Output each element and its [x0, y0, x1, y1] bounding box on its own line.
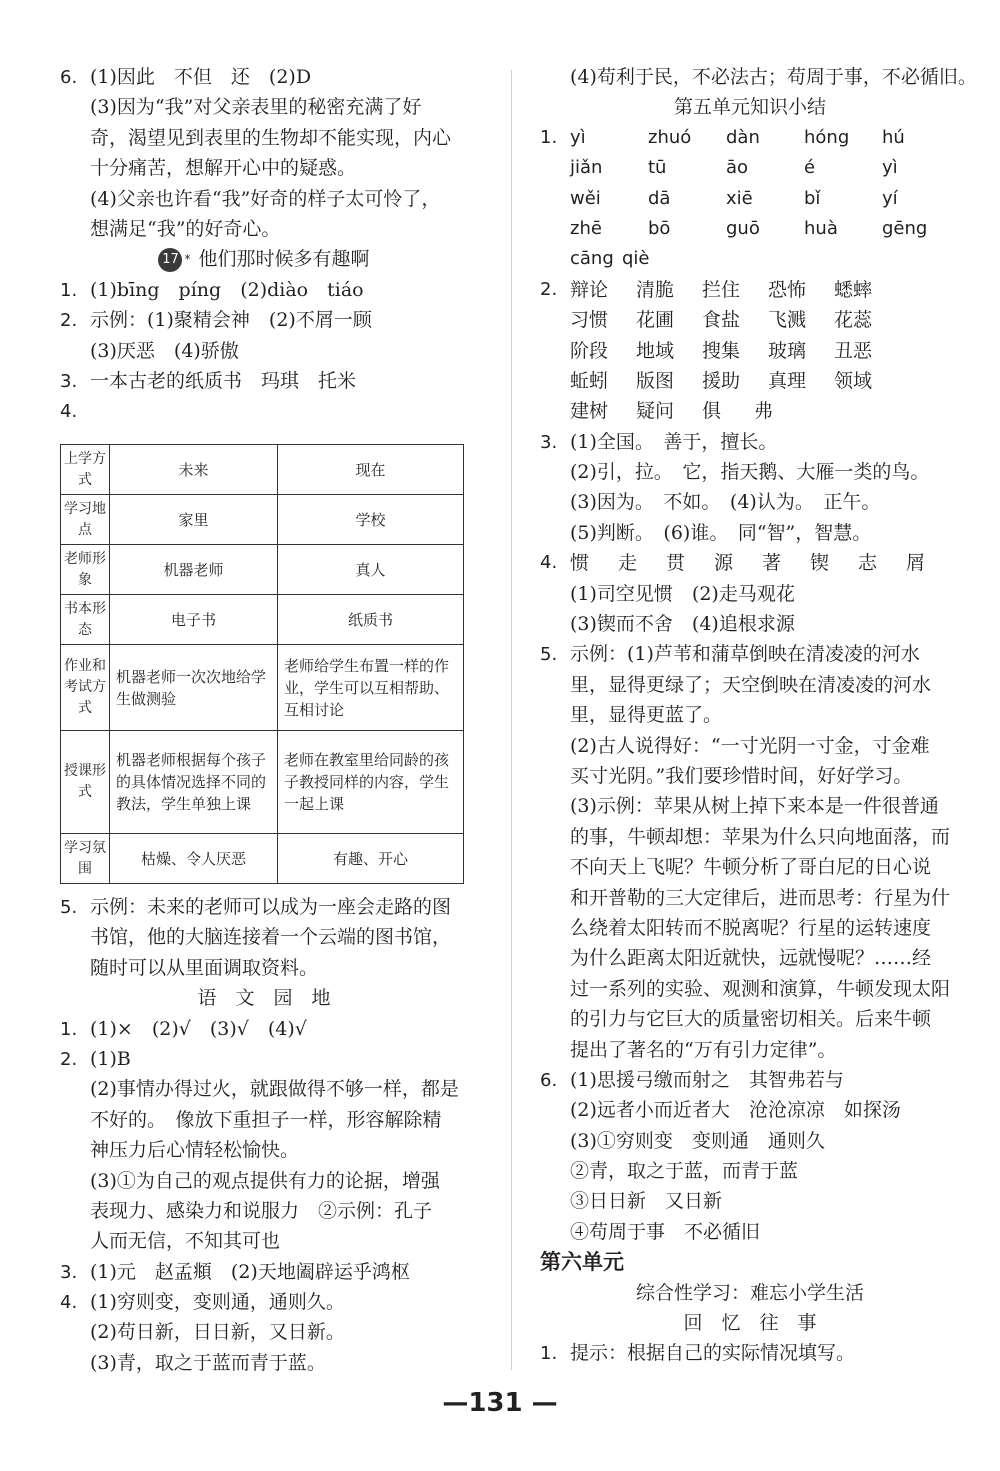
answer-5-line-1: 5. 示例：未来的老师可以成为一座会走路的图 — [60, 896, 452, 918]
word-item: 食盐 — [702, 309, 741, 332]
word-item: 习惯 — [570, 309, 609, 332]
pinyin-item: zhuó — [648, 126, 692, 148]
pinyin-item: zhē — [570, 217, 602, 239]
answer-6-line-5: (4)父亲也许看“我”好奇的样子太可怜了， — [90, 187, 441, 210]
unit-5-summary-heading: 第五单元知识小结 — [673, 96, 826, 119]
answer-2-line-2: (3)厌恶 (4)骄傲 — [90, 339, 239, 362]
answer-5-line-13: 的引力与它巨大的质量密切相关。后来牛顿 — [570, 1008, 932, 1031]
table-row-header: 作业和考试方式 — [61, 645, 110, 731]
table-cell-present: 有趣、开心 — [278, 834, 464, 884]
pinyin-item: hóng — [804, 126, 850, 148]
lesson-title: 他们那时候多有趣啊 — [198, 248, 370, 271]
answer-2-line-1: 2. 示例：(1)聚精会神 (2)不屑一顾 — [60, 309, 372, 332]
pinyin-item: xiē — [726, 187, 753, 209]
word-item: 拦住 — [702, 278, 741, 301]
table-cell-present: 纸质书 — [278, 595, 464, 645]
answer-5-line-2: 里，显得更绿了；天空倒映在清凌凌的河水 — [570, 673, 932, 696]
pinyin-item: hú — [882, 126, 905, 148]
word-item: 地域 — [636, 339, 675, 362]
answer-6-line-3: (3)①穷则变 变则通 通则久 — [570, 1129, 825, 1152]
word-item: 飞溅 — [768, 309, 807, 332]
answer-4: 4. — [60, 401, 78, 423]
table-row-header: 书本形态 — [61, 595, 110, 645]
table-cell-present: 老师给学生布置一样的作业，学生可以互相帮助、互相讨论 — [278, 645, 464, 731]
answer-6-line-2: (2)远者小而近者大 沧沧凉凉 如探汤 — [570, 1099, 901, 1122]
pinyin-item: yí — [882, 187, 898, 209]
unit-6-title: 第六单元 — [540, 1250, 624, 1275]
char-item: 屑 — [906, 552, 926, 575]
answer-3-line-2: (2)引，拉。 它，指天鹅、大雁一类的鸟。 — [570, 461, 930, 484]
pinyin-item: āo — [726, 157, 749, 179]
pinyin-item: tū — [648, 157, 667, 179]
answer-5-line-8: 不向天上飞呢？牛顿分析了哥白尼的日心说 — [570, 856, 932, 879]
answer-6-line-3: 奇，渴望见到表里的生物却不能实现，内心 — [90, 126, 452, 149]
pinyin-item: dā — [648, 187, 671, 209]
word-item: 花蕊 — [834, 309, 873, 332]
garden-answer-2-line-1: 2. (1)B — [60, 1047, 131, 1070]
garden-answer-2-line-7: 人而无信，不知其可也 — [90, 1230, 281, 1253]
word-item: 搜集 — [702, 339, 741, 362]
table-row-header: 学习地点 — [61, 495, 110, 545]
column-divider — [511, 70, 512, 1370]
char-item: 源 — [714, 552, 734, 575]
table-cell-future: 枯燥、令人厌恶 — [110, 834, 278, 884]
word-item: 建树 — [570, 400, 609, 423]
answer-5-line-5: 买寸光阴。”我们要珍惜时间，好好学习。 — [570, 764, 913, 787]
word-row: 2. 辩论 清脆 拦住 恐怖 蟋蟀 — [540, 275, 960, 305]
answer-3: 3. 一本古老的纸质书 玛琪 托米 — [60, 369, 357, 392]
word-item: 版图 — [636, 369, 675, 392]
answer-6-line-2: (3)因为“我”对父亲表里的秘密充满了好 — [90, 96, 422, 119]
table-row — [61, 495, 464, 545]
table-row — [61, 445, 464, 495]
answer-6-line-6: ④苟周于事 不必循旧 — [570, 1220, 761, 1243]
char-item: 志 — [858, 552, 878, 575]
lesson-17-heading — [60, 244, 468, 274]
answer-5-line-2: 书馆，他的大脑连接着一个云端的图书馆， — [90, 926, 452, 949]
garden-answer-1: 1. (1)× (2)√ (3)√ (4)√ — [60, 1017, 307, 1040]
word-item: 花圃 — [636, 309, 675, 332]
answer-6-line-6: 想满足“我”的好奇心。 — [90, 217, 281, 240]
comparison-table — [60, 444, 464, 884]
table-row-header: 学习氛围 — [61, 834, 110, 884]
answer-5-line-9: 和开普勒的三大定律后，进而思考：行星为什 — [570, 886, 951, 909]
word-item: 蟋蟀 — [834, 278, 873, 301]
answer-5-line-7: 的事，牛顿却想：苹果为什么只向地面落，而 — [570, 825, 951, 848]
answer-4-line-3: (3)锲而不舍 (4)追根求源 — [570, 613, 795, 636]
left-column — [60, 62, 468, 427]
answer-top-continuation: (4)苟利于民，不必法古；苟周于事，不必循旧。 — [570, 66, 977, 88]
word-item: 阶段 — [570, 339, 609, 362]
table-cell-future: 机器老师 — [110, 545, 278, 595]
word-item: 玻璃 — [768, 339, 807, 362]
answer-4-chars: 4. 惯 走 贯 源 著 锲 志 屑 — [540, 548, 960, 578]
pinyin-item: yì — [570, 126, 586, 148]
right-column — [540, 62, 977, 1369]
word-item: 援助 — [702, 369, 741, 392]
table-cell-future: 家里 — [110, 495, 278, 545]
answer-6-line-4: ②青，取之于蓝，而青于蓝 — [570, 1160, 799, 1183]
answer-5-line-4: (2)古人说得好：“一寸光阴一寸金，寸金难 — [570, 734, 930, 757]
word-item: 恐怖 — [768, 278, 807, 301]
pinyin-item: yì — [882, 157, 898, 179]
memory-answer-1: 1. 提示：根据自己的实际情况填写。 — [540, 1342, 856, 1365]
answer-3-line-1: 3. (1)全国。 善于，擅长。 — [540, 430, 778, 453]
pinyin-row — [540, 153, 960, 183]
pinyin-item: jiǎn — [570, 157, 603, 179]
answer-4-line-2: (1)司空见惯 (2)走马观花 — [570, 582, 795, 605]
word-item: 领域 — [834, 369, 873, 392]
table-row-header: 老师形象 — [61, 545, 110, 595]
word-item: 弗 — [754, 400, 774, 423]
comprehensive-learning-heading: 综合性学习：难忘小学生活 — [635, 1281, 864, 1304]
table-cell-present: 真人 — [278, 545, 464, 595]
answer-3-line-3: (3)因为。 不如。 (4)认为。 正午。 — [570, 491, 881, 514]
table-cell-future: 机器老师根据每个孩子的具体情况选择不同的教法，学生单独上课 — [110, 731, 278, 834]
table-cell-present: 学校 — [278, 495, 464, 545]
garden-answer-2-line-4: 神压力后心情轻松愉快。 — [90, 1139, 300, 1162]
pinyin-item: huà — [804, 217, 838, 239]
garden-answer-3: 3. (1)元 赵孟頫 (2)天地阖辟运乎鸿枢 — [60, 1260, 410, 1283]
pinyin-item: é — [804, 157, 816, 179]
answer-6-line-1: 6. (1)思援弓缴而射之 其智弗若与 — [540, 1068, 844, 1091]
char-item: 惯 — [570, 552, 590, 575]
answer-5-line-14: 提出了著名的“万有引力定律”。 — [570, 1038, 837, 1061]
pinyin-item: gēng — [882, 217, 928, 239]
word-row — [540, 305, 960, 335]
pinyin-item: qiè — [622, 248, 650, 270]
word-row — [540, 336, 960, 366]
pinyin-item: wěi — [570, 187, 601, 209]
answer-5-line-3: 里，显得更蓝了。 — [570, 704, 723, 727]
answer-6-line-1: 6. (1)因此 不但 还 (2)D — [60, 66, 312, 88]
word-item: 辩论 — [570, 278, 609, 301]
answer-5-line-1: 5. 示例：(1)芦苇和蒲草倒映在清凌凌的河水 — [540, 643, 920, 666]
word-item: 蚯蚓 — [570, 369, 609, 392]
chinese-garden-heading: 语 文 园 地 — [197, 987, 331, 1010]
table-row — [61, 645, 464, 731]
table-cell-present: 老师在教室里给同龄的孩子教授同样的内容，学生一起上课 — [278, 731, 464, 834]
answer-5-line-12: 过一系列的实验、观测和演算，牛顿发现太阳 — [570, 977, 951, 1000]
garden-answer-2-line-5: (3)①为自己的观点提供有力的论据，增强 — [90, 1169, 440, 1192]
table-row — [61, 545, 464, 595]
word-item: 疑问 — [636, 400, 675, 423]
garden-answer-2-line-2: (2)事情办得过火，就跟做得不够一样，都是 — [90, 1078, 459, 1101]
answer-6-line-4: 十分痛苦，想解开心中的疑惑。 — [90, 157, 357, 180]
pinyin-item: cāng — [570, 248, 614, 270]
word-item: 丑恶 — [834, 339, 873, 362]
answer-5-line-11: 为什么距离太阳近就快，远就慢呢？……经 — [570, 947, 932, 970]
char-item: 贯 — [666, 552, 686, 575]
word-item: 真理 — [768, 369, 807, 392]
garden-answer-2-line-6: 表现力、感染力和说服力 ②示例：孔子 — [90, 1199, 433, 1222]
answer-1: 1. (1)bīng píng (2)diào tiáo — [60, 278, 364, 301]
table-row — [61, 595, 464, 645]
left-column-lower — [60, 892, 468, 1378]
table-cell-present: 现在 — [278, 445, 464, 495]
table-row — [61, 731, 464, 834]
table-row-header: 上学方式 — [61, 445, 110, 495]
pinyin-item: guō — [726, 217, 760, 239]
garden-answer-2-line-3: 不好的。 像放下重担子一样，形容解除精 — [90, 1108, 442, 1131]
memory-heading: 回 忆 往 事 — [683, 1312, 817, 1335]
table-row-header: 授课形式 — [61, 731, 110, 834]
pinyin-row: 1. yì zhuó dàn hóng hú — [540, 123, 960, 153]
garden-answer-4-line-3: (3)青，取之于蓝而青于蓝。 — [90, 1351, 326, 1374]
star-mark: * — [184, 252, 191, 267]
pinyin-row — [540, 244, 960, 274]
word-item: 清脆 — [636, 278, 675, 301]
pinyin-row — [540, 184, 960, 214]
answer-5-line-3: 随时可以从里面调取资料。 — [90, 956, 319, 979]
word-row — [540, 396, 960, 426]
pinyin-item: dàn — [726, 126, 760, 148]
answer-6-line-5: ③日日新 又日新 — [570, 1190, 723, 1213]
answer-3-line-4: (5)判断。 (6)谁。 同“智”，智慧。 — [570, 521, 872, 544]
table-cell-future: 未来 — [110, 445, 278, 495]
char-item: 著 — [762, 552, 782, 575]
table-cell-future: 电子书 — [110, 595, 278, 645]
garden-answer-4-line-2: (2)苟日新，日日新，又日新。 — [90, 1321, 345, 1344]
word-item: 俱 — [702, 400, 722, 423]
pinyin-item: bō — [648, 217, 671, 239]
garden-answer-4-line-1: 4. (1)穷则变，变则通，通则久。 — [60, 1291, 345, 1314]
page-number: —131 — — [442, 1388, 558, 1418]
pinyin-row — [540, 214, 960, 244]
answer-5-line-10: 么绕着太阳转而不脱离呢？行星的运转速度 — [570, 916, 932, 939]
char-item: 锲 — [810, 552, 830, 575]
answer-5-line-6: (3)示例：苹果从树上掉下来本是一件很普通 — [570, 795, 939, 818]
table-cell-future: 机器老师一次次地给学生做测验 — [110, 645, 278, 731]
word-row — [540, 366, 960, 396]
table-row — [61, 834, 464, 884]
pinyin-item: bǐ — [804, 187, 821, 209]
lesson-number-badge: 17 — [158, 248, 182, 272]
char-item: 走 — [618, 552, 638, 575]
